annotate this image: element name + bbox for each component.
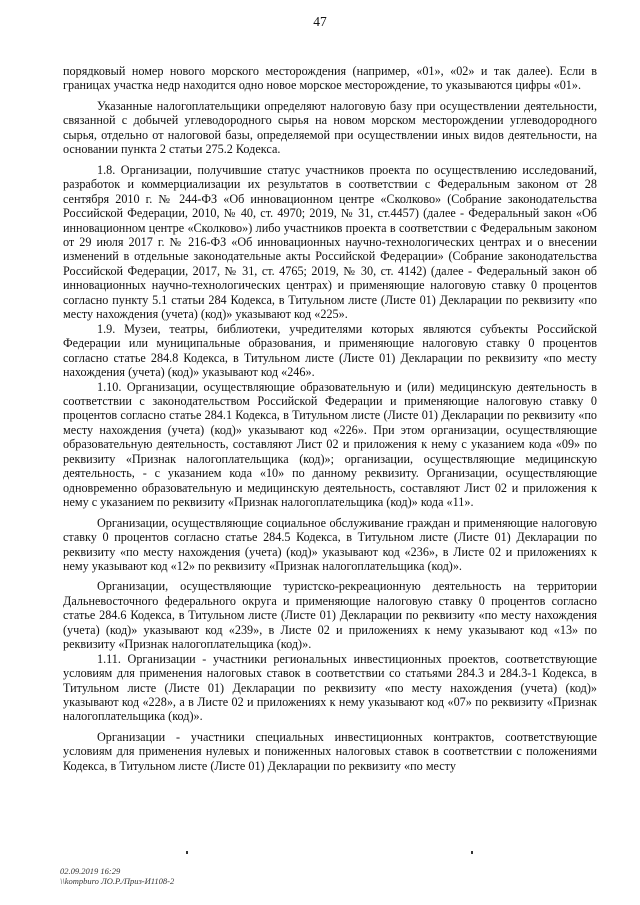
paragraph: Организации, осуществляющие социальное обслуживание граждан и применяющие налоговую ставку 0 процентов согласно статье 284.5 Кодекса, в Титульном листе (Листе 01) Декларации по реквизиту «по месту нахождения (учета) (код)» указывают код «236», в Листе 02 и приложениях к нему указывают код «12» по реквизиту «Признак налогоплательщика (код)». [63,515,597,573]
paragraph: 1.8. Организации, получившие статус участников проекта по осуществлению исследований, разработок и коммерциализации их результатов в соответствии с Федеральным законом от 28 сентября 2010 г. № 244-ФЗ «Об инновационном центре «Сколково» (Собрание законодательства Российской Федерации, 2010, № 40, ст. 4970; 2019, № 31, ст.4457) (далее - Федеральный закон «Об инновационном центре «Сколково») либо участников проекта в соответствии с Федеральным законом от 29 июля 2017 г. № 216-ФЗ «Об инновационных научно-технологических центрах и о внесении изменений в отдельные законодательные акты Российской Федерации» (Собрание законодательства Российской Федерации, 2017, № 31, ст. 4765; 2019, № 30, ст. 4142) (далее - Федеральный закон об инновационных научно-технологических центрах) и применяющие налоговую ставку 0 процентов согласно пункту 5.1 статьи 284 Кодекса, в Титульном листе (Листе 01) Декларации по реквизиту «по месту нахождения (учета) (код)» указывают код «225». [63,162,597,322]
scan-speck [471,851,473,854]
paragraph: 1.10. Организации, осуществляющие образовательную и (или) медицинскую деятельность в соответствии с законодательством Российской Федерации и применяющие налоговую ставку 0 процентов согласно статье 284.1 Кодекса, в Титульном листе (Листе 01) Декларации по реквизиту «по месту нахождения (учета) (код)» указывают код «226». При этом организации, осуществляющие образовательную деятельность, составляют Лист 02 и приложения к нему с указанием кода «09» по реквизиту «Признак налогоплательщика (код)»; организации, осуществляющие медицинскую деятельность, - с указанием кода «10» по данному реквизиту. Организации, осуществляющие одновременно образовательную и медицинскую деятельность, составляют Лист 02 и приложения к нему с указанием по реквизиту «Признак налогоплательщика (код)» кода «11». [63,379,597,510]
paragraph: порядковый номер нового морского месторождения (например, «01», «02» и так далее). Если в границах участка недр находится одно новое морское месторождение, то указываются цифры «01». [63,64,597,93]
page-number: 47 [313,14,327,29]
document-body [63,64,597,773]
scan-speck [186,851,188,854]
paragraph: Организации - участники специальных инвестиционных контрактов, соответствующие условиям для применения нулевых и пониженных налоговых ставок в соответствии с положениями Кодекса, в Титульном листе (Листе 01) Декларации по реквизиту «по месту [63,729,597,773]
footer-timestamp: 02.09.2019 16:29 [60,866,121,876]
footer-stamp [60,866,174,886]
paragraph: 1.11. Организации - участники региональных инвестиционных проектов, соответствующие условиям для применения налоговых ставок в соответствии со статьями 284.3 и 284.3-1 Кодекса, в Титульном листе (Листе 01) Декларации по реквизиту «по месту нахождения (учета) (код)» указывают код «228», а в Листе 02 и приложениях к нему указывают код «07» по реквизиту «Признак налогоплательщика (код)». [63,651,597,724]
paragraph: Указанные налогоплательщики определяют налоговую базу при осуществлении деятельности, связанной с добычей углеводородного сырья на новом морском месторождении углеводородного сырья, отдельно от налоговой базы, определяемой при осуществлении иных видов деятельности, на основании пункта 2 статьи 275.2 Кодекса. [63,98,597,157]
footer-file-path: \\kompburo ЛО.Р./Приз-И1108-2 [60,876,175,886]
paragraph: Организации, осуществляющие туристско-рекреационную деятельность на территории Дальневосточного федерального округа и применяющие налоговую ставку 0 процентов согласно статье 284.6 Кодекса, в Титульном листе (Листе 01) Декларации по реквизиту «по месту нахождения (учета) (код)» указывают код «239», в Листе 02 и приложениях к нему указывают код «13» по реквизиту «Признак налогоплательщика (код)». [63,579,597,652]
paragraph: 1.9. Музеи, театры, библиотеки, учредителями которых являются субъекты Российской Федерации или муниципальные образования, и применяющие налоговую ставку 0 процентов согласно статье 284.8 Кодекса, в Титульном листе (Листе 01) Декларации по реквизиту «по месту нахождения (учета) (код)» указывают код «246». [63,321,597,380]
